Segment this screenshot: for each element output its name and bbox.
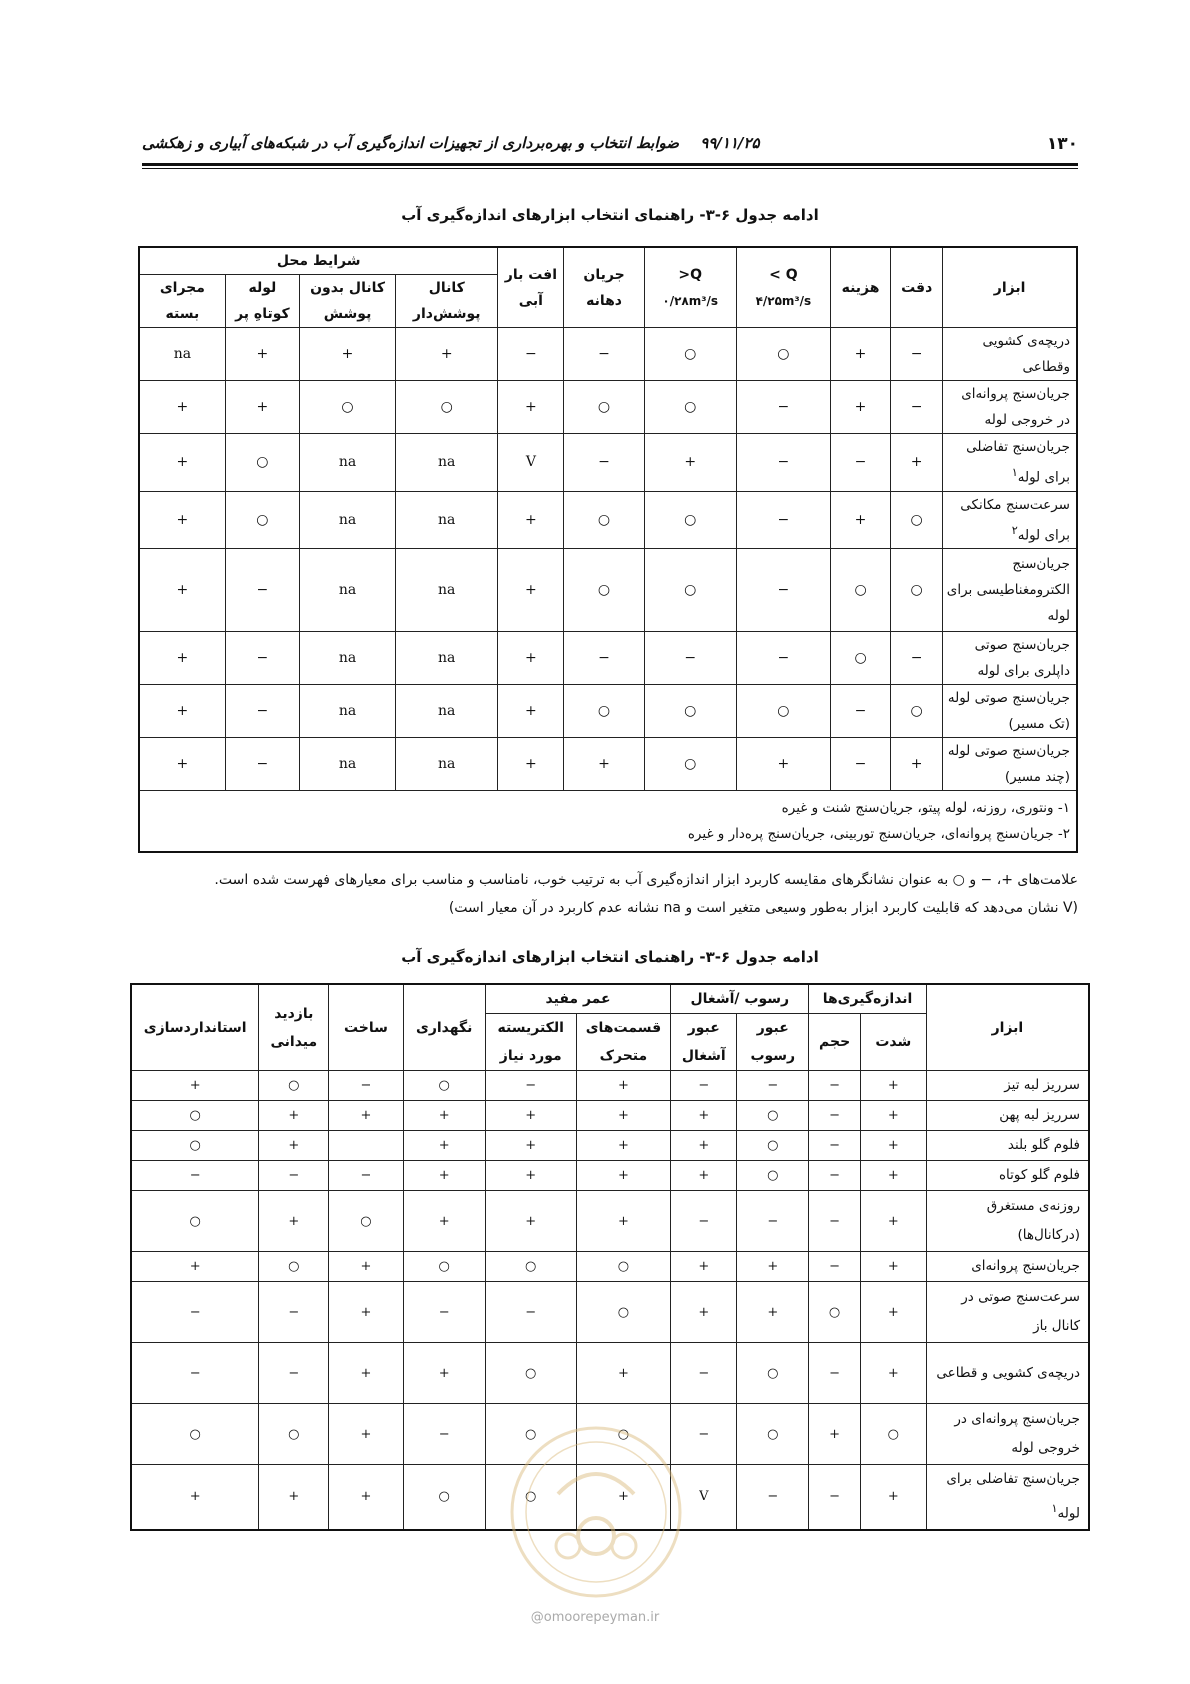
rating-cell: + bbox=[329, 1252, 403, 1282]
rating-cell: − bbox=[736, 434, 830, 492]
rating-cell: − bbox=[671, 1404, 737, 1465]
rating-cell: + bbox=[131, 1252, 259, 1282]
tool-name: جریان‌سنج پروانه‌ای در خروجی لوله bbox=[954, 1411, 1080, 1456]
rating-cell: + bbox=[671, 1282, 737, 1343]
rating-cell: V bbox=[498, 434, 564, 492]
rating-cell: ○ bbox=[736, 685, 830, 738]
rating-cell: + bbox=[860, 1161, 926, 1191]
rating-cell: − bbox=[830, 434, 890, 492]
table-row bbox=[131, 1101, 1089, 1131]
col-field-inspection: بازدید میدانی bbox=[259, 984, 329, 1071]
tool-name-cell bbox=[926, 1131, 1089, 1161]
rating-cell: − bbox=[830, 738, 890, 791]
rating-cell: ○ bbox=[299, 381, 395, 434]
table-row bbox=[139, 738, 1077, 791]
table-row bbox=[139, 328, 1077, 381]
tool-name-cell bbox=[943, 738, 1077, 791]
rating-cell: na bbox=[139, 328, 225, 381]
rating-cell: na bbox=[396, 491, 498, 549]
rating-cell: − bbox=[131, 1282, 259, 1343]
rating-cell: + bbox=[830, 328, 890, 381]
rating-cell: − bbox=[329, 1071, 403, 1101]
col-volume: حجم bbox=[809, 1014, 861, 1071]
rating-cell: − bbox=[736, 381, 830, 434]
rating-cell: ○ bbox=[737, 1404, 809, 1465]
table-row bbox=[139, 632, 1077, 685]
rating-cell: + bbox=[139, 738, 225, 791]
rating-cell: na bbox=[396, 434, 498, 492]
rating-cell: ○ bbox=[259, 1404, 329, 1465]
tool-name: سرعت‌سنج مکانکی برای لوله bbox=[960, 496, 1070, 543]
rating-cell: ○ bbox=[564, 381, 644, 434]
tool-name: جریان‌سنج تفاضلی برای لوله bbox=[946, 1471, 1080, 1522]
tool-name-cell bbox=[926, 1252, 1089, 1282]
rating-cell: ○ bbox=[403, 1071, 485, 1101]
rating-cell: − bbox=[830, 685, 890, 738]
rating-cell: na bbox=[299, 434, 395, 492]
rating-cell: + bbox=[403, 1101, 485, 1131]
table-row bbox=[139, 381, 1077, 434]
rating-cell: + bbox=[860, 1465, 926, 1530]
rating-cell: − bbox=[891, 381, 943, 434]
rating-cell: ○ bbox=[576, 1282, 671, 1343]
page-header bbox=[142, 126, 1078, 166]
tool-name: فلوم گلو کوتاه bbox=[998, 1167, 1080, 1183]
table1-caption: ادامه جدول ۶-۳- راهنمای انتخاب ابزارهای اندازه‌گیری آب bbox=[401, 206, 819, 224]
rating-cell: − bbox=[259, 1282, 329, 1343]
rating-cell: − bbox=[564, 632, 644, 685]
rating-cell: + bbox=[830, 381, 890, 434]
rating-cell: − bbox=[737, 1465, 809, 1530]
rating-cell: − bbox=[403, 1282, 485, 1343]
rating-cell: − bbox=[809, 1191, 861, 1252]
rating-cell: + bbox=[329, 1343, 403, 1404]
table-row bbox=[131, 1161, 1089, 1191]
rating-cell: − bbox=[809, 1465, 861, 1530]
rating-cell bbox=[329, 1131, 403, 1161]
rating-cell: − bbox=[131, 1343, 259, 1404]
rating-cell: − bbox=[809, 1343, 861, 1404]
rating-cell: ○ bbox=[485, 1343, 576, 1404]
col-orifice-flow: جریان دهانه bbox=[564, 247, 644, 328]
rating-cell: ○ bbox=[225, 491, 299, 549]
header-rule-thick bbox=[142, 163, 1078, 166]
tool-name-cell bbox=[943, 549, 1077, 632]
rating-cell: − bbox=[736, 491, 830, 549]
table-row bbox=[139, 434, 1077, 492]
col-service-life: عمر مفید bbox=[485, 984, 670, 1014]
rating-cell: ○ bbox=[644, 491, 736, 549]
q-lt-label: Q< bbox=[678, 266, 703, 283]
rating-cell: + bbox=[396, 328, 498, 381]
table-row bbox=[131, 1252, 1089, 1282]
rating-cell: na bbox=[396, 632, 498, 685]
rating-cell: − bbox=[736, 549, 830, 632]
rating-cell: V bbox=[671, 1465, 737, 1530]
rating-cell: − bbox=[737, 1191, 809, 1252]
page-number: ۱۳۰ bbox=[1046, 134, 1078, 154]
rating-cell: ○ bbox=[809, 1282, 861, 1343]
rating-cell: + bbox=[139, 685, 225, 738]
rating-cell: + bbox=[131, 1071, 259, 1101]
rating-cell: − bbox=[225, 549, 299, 632]
rating-cell: + bbox=[259, 1131, 329, 1161]
rating-cell: + bbox=[225, 328, 299, 381]
rating-cell: ○ bbox=[259, 1071, 329, 1101]
rating-cell: + bbox=[403, 1161, 485, 1191]
table-row bbox=[131, 1191, 1089, 1252]
rating-cell: + bbox=[809, 1404, 861, 1465]
rating-cell: + bbox=[259, 1465, 329, 1530]
rating-cell: + bbox=[139, 434, 225, 492]
rating-cell: − bbox=[259, 1343, 329, 1404]
table1-note: ۲- جریان‌سنج پروانه‌ای، جریان‌سنج توربینی، جریان‌سنج پره‌دار و غیره bbox=[687, 826, 1070, 842]
watermark-site: @omoorepeyman.ir bbox=[530, 1610, 660, 1625]
rating-cell: + bbox=[139, 549, 225, 632]
rating-cell: + bbox=[860, 1252, 926, 1282]
rating-cell: + bbox=[564, 738, 644, 791]
rating-cell: ○ bbox=[737, 1343, 809, 1404]
rating-cell: + bbox=[139, 632, 225, 685]
rating-cell: na bbox=[299, 632, 395, 685]
rating-cell: − bbox=[403, 1404, 485, 1465]
tool-name-cell bbox=[926, 1343, 1089, 1404]
rating-cell: + bbox=[485, 1191, 576, 1252]
rating-cell: ○ bbox=[564, 491, 644, 549]
rating-cell: + bbox=[860, 1282, 926, 1343]
col-closed-conduit: مجرای بسته bbox=[139, 275, 225, 328]
rating-cell: ○ bbox=[736, 328, 830, 381]
table1-notes bbox=[139, 791, 1077, 853]
rating-cell: + bbox=[259, 1101, 329, 1131]
rating-cell: ○ bbox=[644, 685, 736, 738]
rating-cell: ○ bbox=[403, 1252, 485, 1282]
tool-name-cell bbox=[943, 685, 1077, 738]
rating-cell: − bbox=[485, 1282, 576, 1343]
rating-cell: − bbox=[329, 1161, 403, 1191]
rating-cell: + bbox=[860, 1071, 926, 1101]
rating-cell: + bbox=[576, 1343, 671, 1404]
tool-name: جریان‌سنج پروانه‌ای bbox=[971, 1258, 1080, 1274]
col-cost: هزینه bbox=[830, 247, 890, 328]
footnote-marker: ۱ bbox=[1011, 466, 1018, 479]
tool-name-cell bbox=[926, 1465, 1089, 1530]
tool-name-cell bbox=[943, 632, 1077, 685]
col-accuracy: دقت bbox=[891, 247, 943, 328]
tool-name-cell bbox=[943, 381, 1077, 434]
tool-name: جریان‌سنج صوتی لوله (تک مسیر) bbox=[947, 690, 1070, 732]
table1-note: ۱- ونتوری، روزنه، لوله پیتو، جریان‌سنج شنت و غیره bbox=[781, 800, 1070, 816]
rating-cell: ○ bbox=[564, 549, 644, 632]
selection-guide-table-1 bbox=[138, 246, 1078, 853]
col-sediment-debris: رسوب /آشغال bbox=[671, 984, 809, 1014]
rating-cell: + bbox=[891, 434, 943, 492]
rating-cell: + bbox=[576, 1191, 671, 1252]
rating-cell: ○ bbox=[131, 1191, 259, 1252]
rating-cell: ○ bbox=[564, 685, 644, 738]
col-tool: ابزار bbox=[926, 984, 1089, 1071]
tool-name: جریان‌سنج صوتی لوله (چند مسیر) bbox=[947, 743, 1070, 785]
rating-cell: + bbox=[131, 1465, 259, 1530]
rating-cell: ○ bbox=[860, 1404, 926, 1465]
rating-cell: + bbox=[576, 1071, 671, 1101]
rating-cell: ○ bbox=[644, 549, 736, 632]
rating-cell: + bbox=[830, 491, 890, 549]
rating-cell: − bbox=[809, 1071, 861, 1101]
rating-cell: − bbox=[809, 1101, 861, 1131]
rating-cell: + bbox=[403, 1191, 485, 1252]
rating-cell: + bbox=[329, 1282, 403, 1343]
rating-cell: − bbox=[671, 1343, 737, 1404]
rating-cell: + bbox=[860, 1101, 926, 1131]
tool-name: جریان‌سنج الکترومغناطیسی برای لوله bbox=[946, 556, 1070, 624]
rating-cell: ○ bbox=[891, 549, 943, 632]
col-sediment-pass: عبور رسوب bbox=[737, 1014, 809, 1071]
rating-cell: − bbox=[891, 328, 943, 381]
rating-cell: − bbox=[809, 1161, 861, 1191]
rating-cell: ○ bbox=[131, 1101, 259, 1131]
tool-name-cell bbox=[926, 1282, 1089, 1343]
rating-cell: − bbox=[498, 328, 564, 381]
rating-cell: + bbox=[671, 1101, 737, 1131]
tool-name: سرریز لبه پهن bbox=[999, 1107, 1080, 1123]
rating-cell: + bbox=[576, 1101, 671, 1131]
rating-cell: − bbox=[891, 632, 943, 685]
legend-line: (V نشان می‌دهد که قابلیت کاربرد ابزار به‌طور وسیعی متغیر است و na نشانه عدم کاربرد در آن معیار است) bbox=[448, 900, 1078, 916]
rating-cell: − bbox=[259, 1161, 329, 1191]
col-construction: ساخت bbox=[329, 984, 403, 1071]
rating-cell: + bbox=[576, 1131, 671, 1161]
rating-cell: ○ bbox=[644, 381, 736, 434]
header-date: ۹۹/۱۱/۲۵ bbox=[700, 134, 760, 152]
rating-cell: + bbox=[329, 1465, 403, 1530]
col-head-loss: افت بار آبی bbox=[498, 247, 564, 328]
rating-cell: + bbox=[139, 381, 225, 434]
rating-cell: ○ bbox=[576, 1404, 671, 1465]
col-standardization: استانداردسازی bbox=[131, 984, 259, 1071]
rating-cell: + bbox=[403, 1343, 485, 1404]
rating-cell: ○ bbox=[131, 1404, 259, 1465]
rating-cell: + bbox=[485, 1101, 576, 1131]
table-row bbox=[131, 1131, 1089, 1161]
col-unlined-canal: کانال بدون پوشش bbox=[299, 275, 395, 328]
rating-cell: ○ bbox=[737, 1161, 809, 1191]
rating-cell: + bbox=[860, 1191, 926, 1252]
rating-cell: na bbox=[299, 491, 395, 549]
rating-cell: na bbox=[396, 549, 498, 632]
rating-cell: + bbox=[329, 1101, 403, 1131]
col-lined-canal: کانال پوشش‌دار bbox=[396, 275, 498, 328]
tool-name-cell bbox=[926, 1161, 1089, 1191]
rating-cell: + bbox=[498, 549, 564, 632]
col-electricity: الکتریسته مورد نیاز bbox=[485, 1014, 576, 1071]
rating-cell: ○ bbox=[225, 434, 299, 492]
rating-cell: + bbox=[485, 1161, 576, 1191]
header-title-text: ضوابط انتخاب و بهره‌برداری از تجهیزات اندازه‌گیری آب در شبکه‌های آبیاری و زهکشی bbox=[142, 134, 680, 152]
rating-cell: − bbox=[644, 632, 736, 685]
q-gt-unit: ۴/۲۵m³/s bbox=[755, 293, 812, 308]
col-site-conditions: شرایط محل bbox=[139, 247, 498, 275]
tool-name: دریچه‌ی کشویی و قطاعی bbox=[936, 1364, 1080, 1381]
footnote-marker: ۱ bbox=[1051, 1502, 1058, 1515]
rating-cell: − bbox=[225, 632, 299, 685]
rating-cell: + bbox=[259, 1191, 329, 1252]
tool-name-cell bbox=[926, 1191, 1089, 1252]
rating-cell: ○ bbox=[259, 1252, 329, 1282]
tool-name: سرعت‌سنج صوتی در کانال باز bbox=[961, 1289, 1080, 1334]
rating-cell: − bbox=[225, 738, 299, 791]
rating-cell: na bbox=[299, 685, 395, 738]
tool-name-cell bbox=[943, 328, 1077, 381]
q-lt-unit: ۰/۲۸m³/s bbox=[662, 293, 719, 308]
rating-cell: + bbox=[498, 685, 564, 738]
watermark-seal-icon bbox=[508, 1424, 684, 1600]
col-q-gt bbox=[736, 247, 830, 328]
q-gt-label: Q > bbox=[769, 266, 798, 283]
legend-line: علامت‌های +، − و ○ به عنوان نشانگرهای مقایسه کاربرد ابزار اندازه‌گیری آب به ترتیب خوب، نامناسب و مناسب برای معیارهای فهرست شده است. bbox=[214, 872, 1078, 888]
col-measurements: اندازه‌گیری‌ها bbox=[809, 984, 926, 1014]
rating-cell: ○ bbox=[576, 1252, 671, 1282]
rating-cell: ○ bbox=[485, 1252, 576, 1282]
rating-cell: + bbox=[485, 1131, 576, 1161]
legend-text bbox=[142, 866, 1078, 922]
tool-name: روزنه‌ی مستغرق (درکانال‌ها) bbox=[986, 1198, 1080, 1243]
rating-cell: − bbox=[671, 1191, 737, 1252]
rating-cell: − bbox=[671, 1071, 737, 1101]
rating-cell: − bbox=[737, 1071, 809, 1101]
table-row bbox=[139, 685, 1077, 738]
rating-cell: + bbox=[644, 434, 736, 492]
rating-cell: + bbox=[671, 1131, 737, 1161]
rating-cell: + bbox=[329, 1404, 403, 1465]
col-q-lt bbox=[644, 247, 736, 328]
rating-cell: ○ bbox=[485, 1465, 576, 1530]
col-maintenance: نگهداری bbox=[403, 984, 485, 1071]
rating-cell: + bbox=[498, 491, 564, 549]
rating-cell: + bbox=[139, 491, 225, 549]
tool-name-cell bbox=[943, 491, 1077, 549]
rating-cell: + bbox=[225, 381, 299, 434]
rating-cell: + bbox=[860, 1131, 926, 1161]
header-rule-thin bbox=[142, 168, 1078, 169]
rating-cell: ○ bbox=[891, 685, 943, 738]
rating-cell: + bbox=[403, 1131, 485, 1161]
col-debris-pass: عبور آشغال bbox=[671, 1014, 737, 1071]
rating-cell: ○ bbox=[644, 328, 736, 381]
rating-cell: ○ bbox=[830, 549, 890, 632]
tool-name-cell bbox=[943, 434, 1077, 492]
rating-cell: + bbox=[860, 1343, 926, 1404]
rating-cell: + bbox=[576, 1465, 671, 1530]
table-row bbox=[131, 1071, 1089, 1101]
rating-cell: ○ bbox=[644, 738, 736, 791]
rating-cell: + bbox=[498, 381, 564, 434]
rating-cell: ○ bbox=[131, 1131, 259, 1161]
rating-cell: + bbox=[736, 738, 830, 791]
rating-cell: − bbox=[225, 685, 299, 738]
tool-name-cell bbox=[926, 1404, 1089, 1465]
table-row bbox=[131, 1343, 1089, 1404]
rating-cell: na bbox=[299, 738, 395, 791]
header-title bbox=[142, 134, 760, 152]
rating-cell: + bbox=[576, 1161, 671, 1191]
rating-cell: ○ bbox=[891, 491, 943, 549]
rating-cell: − bbox=[736, 632, 830, 685]
footnote-marker: ۲ bbox=[1011, 523, 1018, 537]
rating-cell: + bbox=[299, 328, 395, 381]
rating-cell: na bbox=[299, 549, 395, 632]
rating-cell: − bbox=[564, 434, 644, 492]
rating-cell: + bbox=[737, 1282, 809, 1343]
rating-cell: ○ bbox=[737, 1101, 809, 1131]
rating-cell: ○ bbox=[403, 1465, 485, 1530]
rating-cell: − bbox=[809, 1252, 861, 1282]
col-rate: شدت bbox=[860, 1014, 926, 1071]
table-row bbox=[131, 1282, 1089, 1343]
rating-cell: ○ bbox=[396, 381, 498, 434]
table2-caption: ادامه جدول ۶-۳- راهنمای انتخاب ابزارهای اندازه‌گیری آب bbox=[401, 948, 819, 966]
rating-cell: ○ bbox=[737, 1131, 809, 1161]
col-tool: ابزار bbox=[943, 247, 1077, 328]
tool-name: جریان‌سنج صوتی داپلری برای لوله bbox=[974, 637, 1070, 679]
tool-name: فلوم گلو بلند bbox=[1007, 1137, 1080, 1153]
col-moving-parts: قسمت‌های متحرک bbox=[576, 1014, 671, 1071]
rating-cell: − bbox=[131, 1161, 259, 1191]
table-row bbox=[139, 549, 1077, 632]
rating-cell: − bbox=[485, 1071, 576, 1101]
tool-name: جریان‌سنج تفاضلی برای لوله bbox=[966, 439, 1070, 486]
table1-body bbox=[139, 328, 1077, 791]
rating-cell: + bbox=[891, 738, 943, 791]
rating-cell: + bbox=[498, 632, 564, 685]
tool-name-cell bbox=[926, 1101, 1089, 1131]
tool-name: سرریز لبه تیز bbox=[1004, 1077, 1080, 1093]
tool-name: دریچه‌ی کشویی وقطاعی bbox=[982, 333, 1070, 375]
rating-cell: ○ bbox=[329, 1191, 403, 1252]
rating-cell: + bbox=[671, 1161, 737, 1191]
rating-cell: − bbox=[564, 328, 644, 381]
table-row bbox=[139, 491, 1077, 549]
rating-cell: + bbox=[498, 738, 564, 791]
rating-cell: ○ bbox=[485, 1404, 576, 1465]
rating-cell: na bbox=[396, 685, 498, 738]
rating-cell: − bbox=[809, 1131, 861, 1161]
rating-cell: + bbox=[737, 1252, 809, 1282]
tool-name: جریان‌سنج پروانه‌ای در خروجی لوله bbox=[961, 386, 1070, 428]
rating-cell: na bbox=[396, 738, 498, 791]
col-short-full-pipe: لوله کوتاهِ پر bbox=[225, 275, 299, 328]
rating-cell: + bbox=[671, 1252, 737, 1282]
rating-cell: ○ bbox=[830, 632, 890, 685]
tool-name-cell bbox=[926, 1071, 1089, 1101]
